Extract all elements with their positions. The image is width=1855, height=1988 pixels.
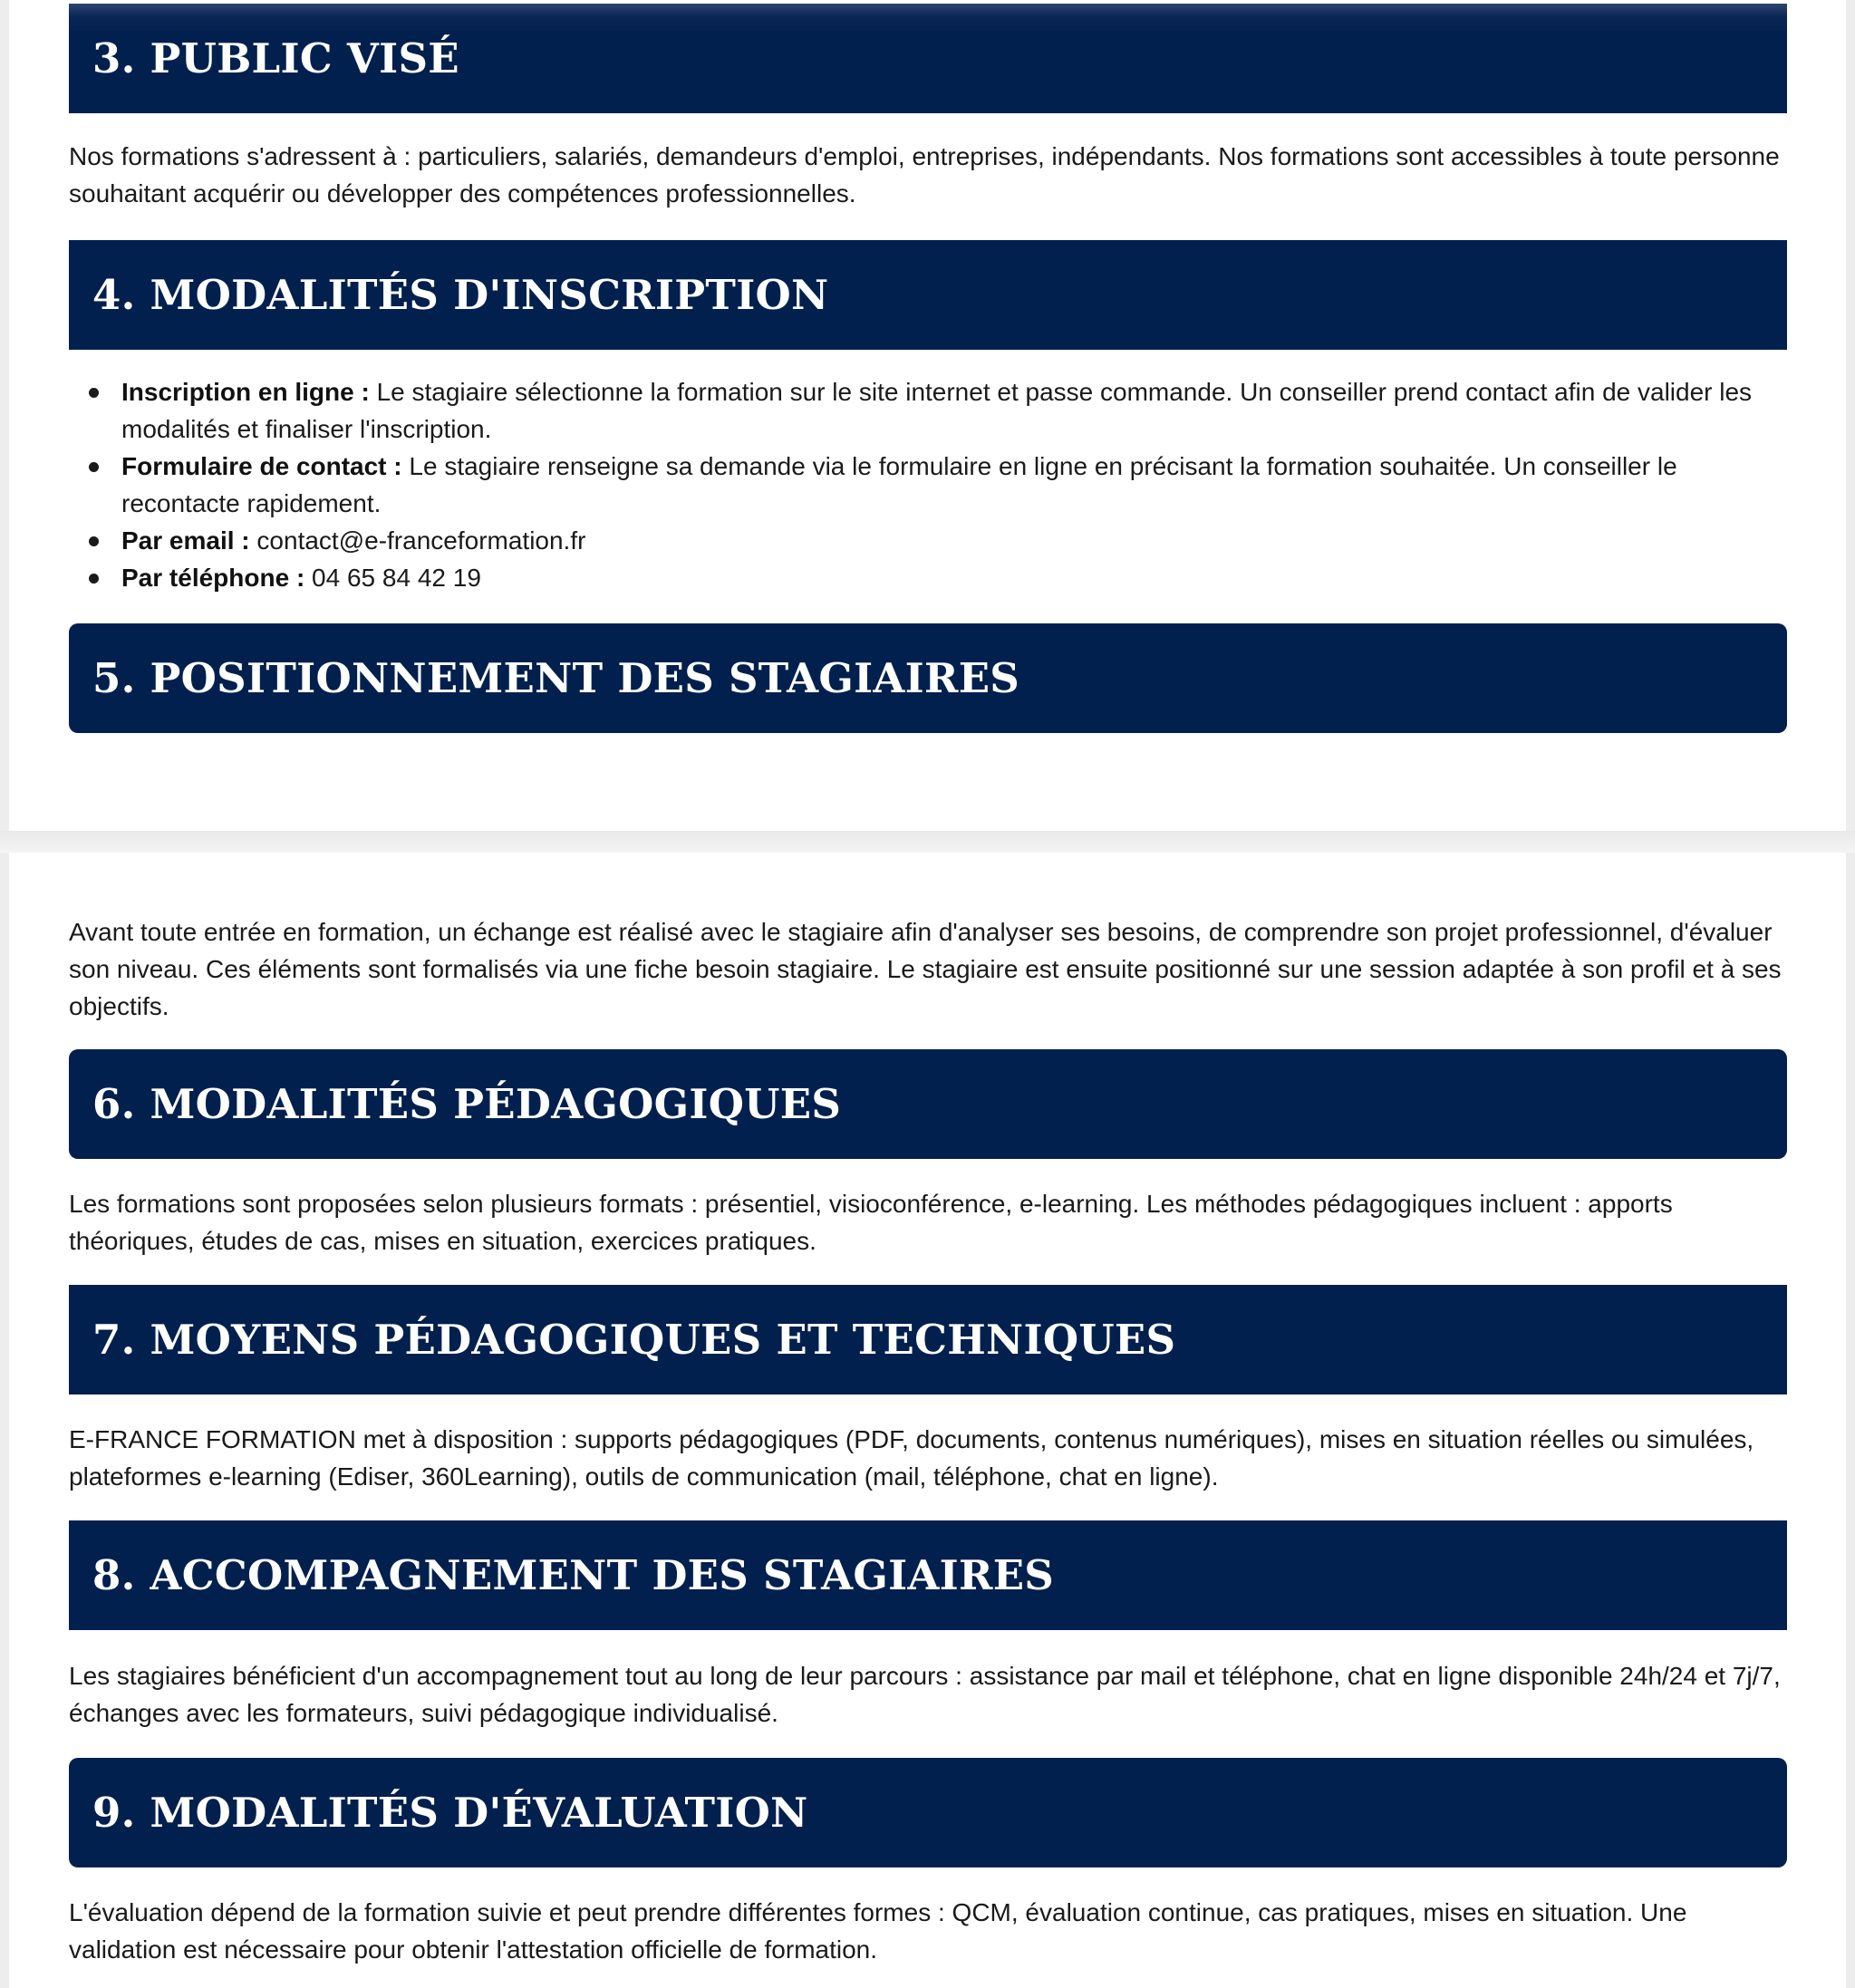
section-text-modalites-pedagogiques: Les formations sont proposées selon plusieurs formats : présentiel, visioconférence, e-learning. Les méthodes pédagogiques incluent : apports théoriques, études de cas, mises en situation, exercices pratiques. — [69, 1190, 1673, 1255]
document-page-2 — [9, 853, 1846, 1988]
section-text-positionnement: Avant toute entrée en formation, un échange est réalisé avec le stagiaire afin d'analyser ses besoins, de comprendre son projet professionnel, d'évaluer son niveau. Ces éléments sont formalisés via une fiche besoin stagiaire. Le stagiaire est ensuite positionné sur une session adaptée à son profil et à ses objectifs. — [69, 918, 1782, 1020]
section-text-modalites-evaluation: L'évaluation dépend de la formation suivie et peut prendre différentes formes : QCM, évaluation continue, cas pratiques, mises en situation. Une validation est nécessaire pour obtenir l'attestation officielle de formation. — [69, 1898, 1687, 1964]
section-title: 4. MODALITÉS D'INSCRIPTION — [92, 271, 829, 319]
list-item — [69, 448, 1791, 522]
bullet-icon — [89, 388, 99, 398]
section-header-accompagnement — [69, 1520, 1787, 1630]
item-label: Par email : — [121, 526, 250, 555]
item-text: Le stagiaire sélectionne la formation sur le site internet et passe commande. Un conseiller prend contact afin de valider les modalités et finaliser l'inscription. — [121, 378, 1753, 443]
document-page-1 — [9, 0, 1846, 831]
section-header-modalites-evaluation — [69, 1758, 1787, 1867]
bullet-icon — [89, 462, 99, 472]
email-link[interactable]: contact@e-franceformation.fr — [256, 526, 586, 555]
inscription-list — [69, 373, 1791, 596]
section-title: 7. MOYENS PÉDAGOGIQUES ET TECHNIQUES — [92, 1316, 1176, 1364]
item-label: Formulaire de contact : — [121, 452, 402, 480]
section-title: 9. MODALITÉS D'ÉVALUATION — [92, 1789, 808, 1837]
item-label: Inscription en ligne : — [121, 378, 370, 406]
section-text-moyens-pedagogiques: E-FRANCE FORMATION met à disposition : supports pédagogiques (PDF, documents, contenus numériques), mises en situation réelles ou simulées, plateformes e-learning (Ediser, 360Learning), outils de communication (mail, téléphone, chat en ligne). — [69, 1425, 1754, 1491]
section-title: 3. PUBLIC VISÉ — [92, 34, 459, 82]
section-title: 5. POSITIONNEMENT DES STAGIAIRES — [92, 654, 1020, 702]
section-title: 8. ACCOMPAGNEMENT DES STAGIAIRES — [92, 1551, 1055, 1599]
section-header-positionnement — [69, 623, 1787, 733]
section-title: 6. MODALITÉS PÉDAGOGIQUES — [92, 1080, 842, 1128]
list-item — [69, 373, 1791, 448]
phone-link[interactable]: 04 65 84 42 19 — [312, 564, 481, 592]
item-label: Par téléphone : — [121, 564, 305, 592]
page-separator — [0, 831, 1855, 853]
list-item — [69, 522, 1791, 559]
section-text-accompagnement: Les stagiaires bénéficient d'un accompagnement tout au long de leur parcours : assistance par mail et téléphone, chat en ligne disponible 24h/24 et 7j/7, échanges avec les formateurs, suivi pédagogique individualisé. — [69, 1662, 1781, 1727]
item-text: Le stagiaire renseigne sa demande via le formulaire en ligne en précisant la formation souhaitée. Un conseiller le recontacte rapidement. — [121, 452, 1677, 517]
section-header-modalites-inscription — [69, 240, 1787, 350]
section-header-public-vise — [69, 4, 1787, 113]
list-item — [69, 559, 1791, 596]
bullet-icon — [89, 574, 99, 584]
section-header-moyens-pedagogiques — [69, 1285, 1787, 1394]
bullet-icon — [89, 536, 99, 546]
section-header-modalites-pedagogiques — [69, 1049, 1787, 1159]
section-text-public-vise: Nos formations s'adressent à : particuliers, salariés, demandeurs d'emploi, entreprises, indépendants. Nos formations sont accessibles à toute personne souhaitant acquérir ou développer des compétences professionnelles. — [69, 142, 1780, 207]
